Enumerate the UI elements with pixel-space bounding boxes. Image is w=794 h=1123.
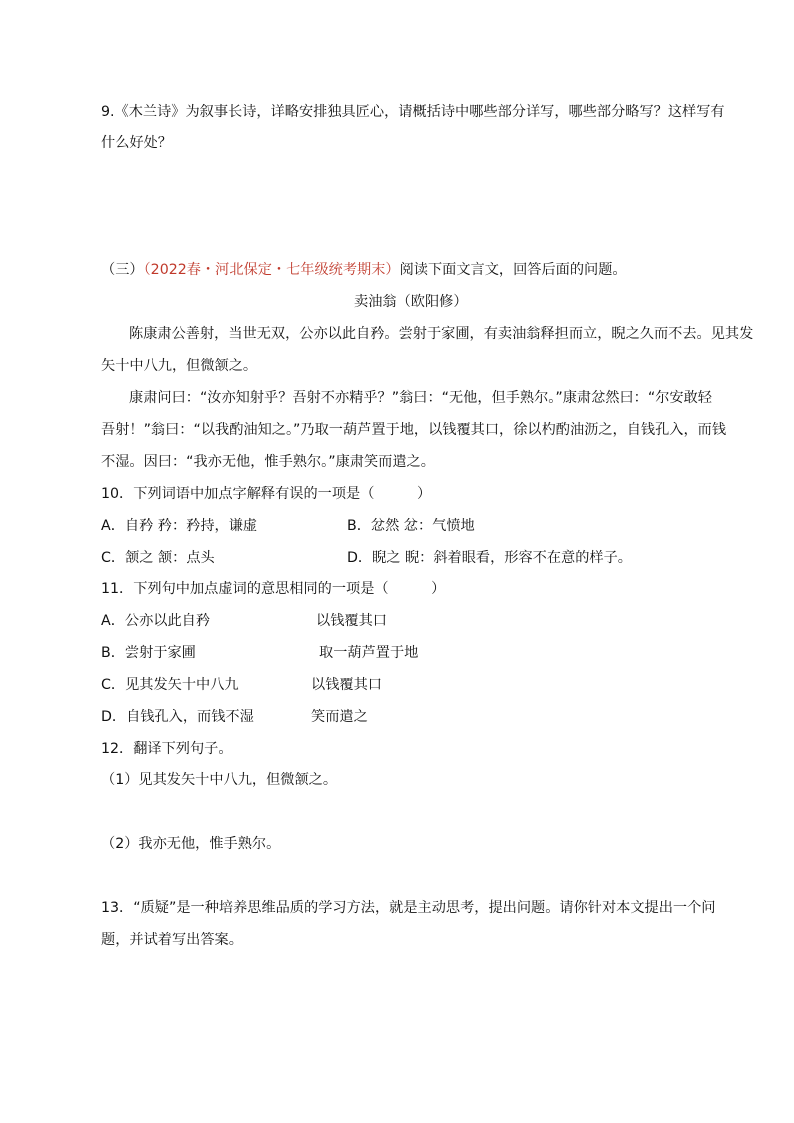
section-3-header — [101, 260, 627, 280]
q11-option-b-right: 取一葫芦置于地 — [319, 645, 419, 661]
passage-p1-line-2: 矢十中八九，但微颔之。 — [101, 358, 258, 374]
q11-option-b-left: B．尝射于家圃 — [101, 645, 196, 661]
passage-title: 卖油翁（欧阳修） — [354, 294, 468, 310]
q12-stem: 12．翻译下列句子。 — [101, 741, 233, 757]
q11-option-c-right: 以钱覆其口 — [311, 677, 382, 693]
exam-source: （2022春・河北保定・七年级统考期末） — [143, 262, 400, 278]
q11-option-d-right: 笑而遣之 — [311, 709, 368, 725]
q11-option-d-left: D．自钱孔入，而钱不湿 — [101, 709, 254, 725]
q12-sentence-1: （1）见其发矢十中八九，但微颔之。 — [101, 772, 338, 788]
q12-sentence-2: （2）我亦无他，惟手熟尔。 — [101, 836, 281, 852]
section-prefix: （三） — [101, 262, 144, 278]
q9-line-2: 什么好处？ — [101, 135, 172, 151]
q10-option-c: C．颔之 颔：点头 — [101, 550, 215, 566]
q11-stem: 11．下列句中加点虚词的意思相同的一项是（ ） — [101, 581, 446, 597]
section-instruction: 阅读下面文言文，回答后面的问题。 — [399, 262, 627, 278]
q10-option-b: B．忿然 忿：气愤地 — [347, 518, 475, 534]
passage-p2-line-3: 不湿。因曰：“我亦无他，惟手熟尔。”康肃笑而遣之。 — [101, 454, 435, 470]
q13-line-2: 题，并试着写出答案。 — [101, 932, 243, 948]
passage-p2-line-2: 吾射！”翁曰：“以我酌油知之。”乃取一葫芦置于地，以钱覆其口，徐以杓酌油沥之，自钱孔入，而钱 — [101, 422, 727, 438]
q11-option-a-left: A．公亦以此自矜 — [101, 613, 211, 629]
q11-option-c-left: C．见其发矢十中八九 — [101, 677, 239, 693]
q9-line-1: 9.《木兰诗》为叙事长诗，详略安排独具匠心，请概括诗中哪些部分详写，哪些部分略写？这样写有 — [101, 104, 725, 120]
q10-option-d: D．睨之 睨：斜着眼看，形容不在意的样子。 — [347, 550, 632, 566]
passage-p1-line-1: 陈康肃公善射，当世无双，公亦以此自矜。尝射于家圃，有卖油翁释担而立，睨之久而不去。见其发 — [129, 326, 754, 342]
q11-option-a-right: 以钱覆其口 — [316, 613, 387, 629]
q10-option-a: A．自矜 矜：矜持，谦虚 — [101, 518, 258, 534]
q13-line-1: 13．“质疑”是一种培养思维品质的学习方法，就是主动思考，提出问题。请你针对本文提出一个问 — [101, 900, 716, 916]
passage-p2-line-1: 康肃问曰：“汝亦知射乎？吾射不亦精乎？”翁曰：“无他，但手熟尔。”康肃忿然曰：“尔安敢轻 — [129, 390, 712, 406]
q10-stem: 10．下列词语中加点字解释有误的一项是（ ） — [101, 486, 432, 502]
